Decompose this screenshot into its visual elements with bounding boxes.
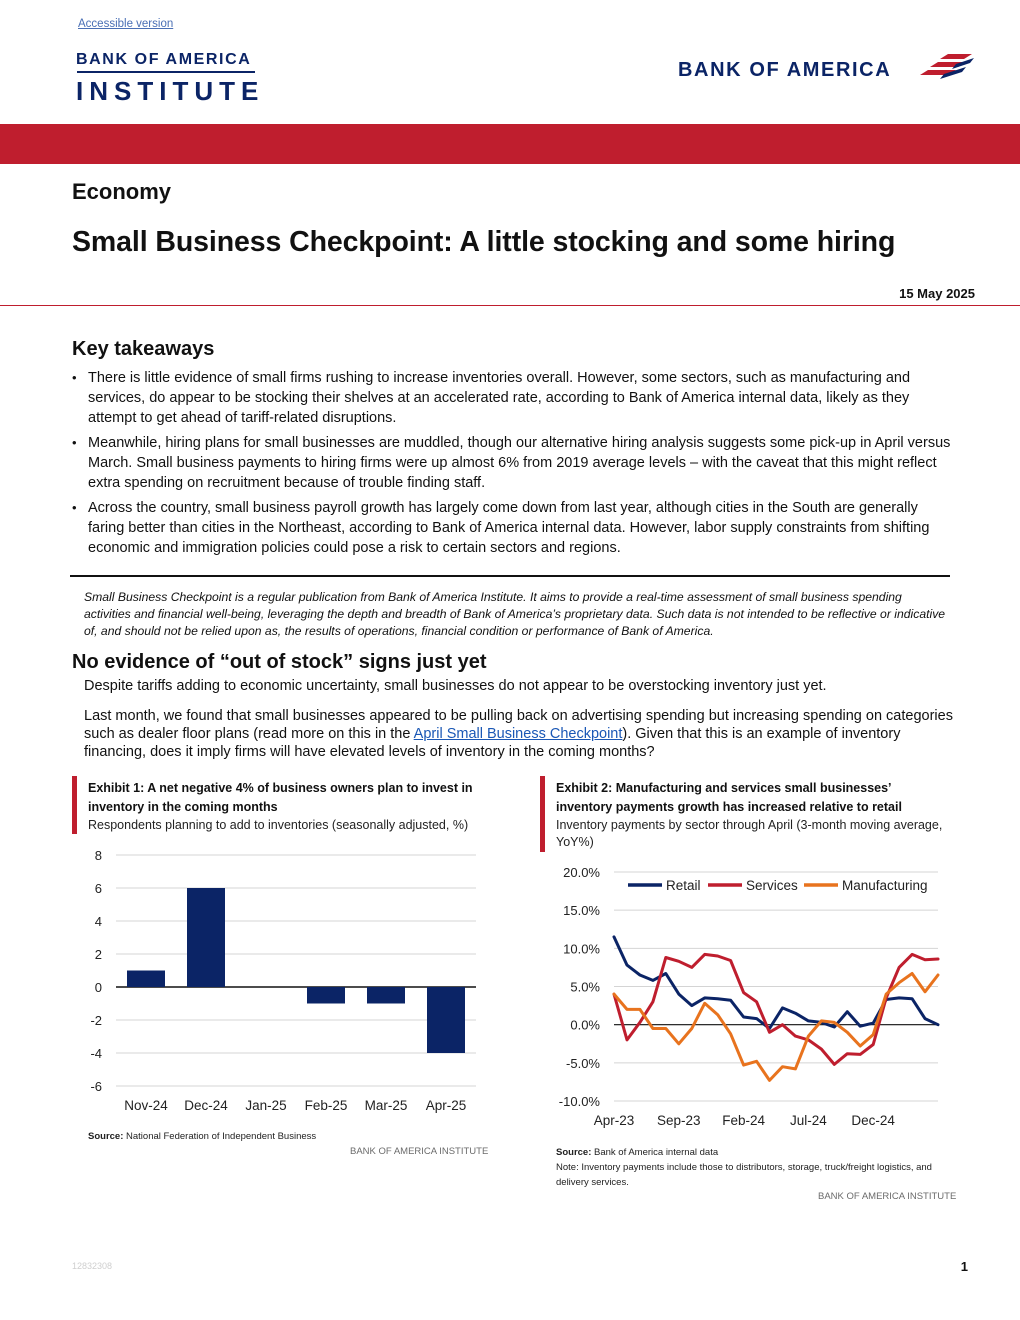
exhibit1-accent-bar xyxy=(72,776,77,834)
y-tick-label: 10.0% xyxy=(563,941,600,957)
paragraph: Despite tariffs adding to economic uncertainty, small businesses do not appear to be overstocking inventory just yet. xyxy=(84,678,827,694)
takeaway-item: • Meanwhile, hiring plans for small businesses are muddled, though our alternative hiring analysis suggests some pick-up in April versus March. Small business payments to hiring firms were up almost 6% from 2019 average levels – with the caveat that this might reflect extra spending on recruitment because of trouble finding staff. xyxy=(72,433,952,493)
category-label: Economy xyxy=(72,179,172,204)
x-tick-label: Sep-23 xyxy=(657,1113,701,1128)
source-text: National Federation of Independent Business xyxy=(123,1131,317,1142)
exhibit1-title: Exhibit 1: A net negative 4% of business owners plan to invest in inventory in the coming months xyxy=(88,781,473,814)
y-tick-label: 2 xyxy=(94,947,102,962)
bar-apr-25 xyxy=(427,987,465,1053)
exhibit1-bar-chart xyxy=(72,840,492,1122)
x-tick-label: Dec-24 xyxy=(184,1098,228,1113)
y-tick-label: 0 xyxy=(94,980,102,995)
x-tick-label: Jul-24 xyxy=(790,1113,827,1128)
x-tick-label: Dec-24 xyxy=(851,1113,895,1128)
x-tick-label: Jan-25 xyxy=(245,1098,287,1113)
institute-logo-line2: INSTITUTE xyxy=(76,76,265,106)
y-tick-label: -6 xyxy=(90,1079,102,1094)
x-tick-label: Nov-24 xyxy=(124,1098,168,1113)
series-line-services xyxy=(614,954,938,1064)
legend-label-retail: Retail xyxy=(666,878,701,893)
institute-logo-rule xyxy=(77,71,255,73)
y-tick-label: 8 xyxy=(94,848,102,863)
document-id: 12832308 xyxy=(72,1261,113,1271)
y-tick-label: -5.0% xyxy=(566,1055,600,1071)
y-tick-label: 0.0% xyxy=(570,1017,600,1033)
bar-nov-24 xyxy=(127,971,165,988)
page-title: Small Business Checkpoint: A little stocking and some hiring xyxy=(72,226,896,258)
exhibit2-subtitle: Inventory payments by sector through April (3-month moving average, YoY%) xyxy=(556,818,943,849)
exhibit2-title: Exhibit 2: Manufacturing and services small businesses’ inventory payments growth has increased relative to retail xyxy=(556,781,902,814)
source-text: Bank of America internal data xyxy=(591,1147,719,1158)
x-tick-label: Apr-23 xyxy=(593,1113,635,1128)
bar-mar-25 xyxy=(367,987,405,1004)
y-tick-label: 20.0% xyxy=(563,865,600,880)
y-tick-label: 6 xyxy=(94,881,102,896)
y-tick-label: -2 xyxy=(90,1013,102,1028)
bar-feb-25 xyxy=(307,987,345,1004)
y-tick-label: 15.0% xyxy=(563,903,600,919)
exhibit2-accent-bar xyxy=(540,776,545,852)
section-heading: No evidence of “out of stock” signs just yet xyxy=(72,651,487,673)
x-tick-label: Mar-25 xyxy=(364,1098,408,1113)
flag-icon xyxy=(920,52,976,84)
y-tick-label: -4 xyxy=(90,1046,102,1061)
paragraph xyxy=(84,707,954,761)
series-line-retail xyxy=(614,937,938,1029)
source-label: Source: xyxy=(556,1147,592,1158)
exhibit2-line-chart xyxy=(540,858,960,1136)
disclaimer-text: Small Business Checkpoint is a regular publication from Bank of America Institute. It aims to provide a real-time assessment of small business spending activities and financial well-being, leveraging the depth and breadth of Bank of America’s proprietary data. Such data is not intended to be reflective or indicative of, and should not be relied upon as, the results of operations, financial condition or performance of Bank of America. xyxy=(84,590,946,638)
key-takeaways-heading: Key takeaways xyxy=(72,338,215,360)
page-number: 1 xyxy=(960,1259,968,1274)
section-divider xyxy=(70,575,950,577)
exhibit1-brand: BANK OF AMERICA INSTITUTE xyxy=(350,1146,489,1157)
y-tick-label: 5.0% xyxy=(570,979,600,995)
source-label: Source: xyxy=(88,1131,124,1142)
exhibit2-source xyxy=(556,1145,948,1190)
april-checkpoint-link[interactable]: April Small Business Checkpoint xyxy=(413,726,623,742)
paragraph-text: Last month, we found that small businesses appeared to be pulling back on advertising spending but increasing spending on categories such as dealer floor plans (read more on this in the xyxy=(84,708,953,742)
legend-label-services: Services xyxy=(746,878,798,893)
x-tick-label: Feb-24 xyxy=(722,1113,765,1128)
key-takeaways-list xyxy=(72,368,952,563)
institute-logo-line1: BANK OF AMERICA xyxy=(76,51,252,68)
takeaway-item: • Across the country, small business payroll growth has largely come down from last year, although cities in the South are generally faring better than cities in the Northeast, according to Bank of America internal data. However, labor supply constraints from shifting economic and immigration policies could pose a risk to certain sectors and regions. xyxy=(72,498,952,558)
publish-date: 15 May 2025 xyxy=(899,286,975,301)
y-tick-label: 4 xyxy=(94,914,102,929)
exhibit1-source xyxy=(88,1129,316,1144)
exhibit2-note: Note: Inventory payments include those to distributors, storage, truck/freight logistics, and delivery services. xyxy=(556,1162,932,1188)
takeaway-item: • There is little evidence of small firms rushing to increase inventories overall. However, some sectors, such as manufacturing and services, do appear to be stocking their shelves at an accelerated rate, according to Bank of America internal data, likely as they attempt to get ahead of tariff-related disruptions. xyxy=(72,368,952,428)
title-divider xyxy=(0,305,1020,306)
bar-dec-24 xyxy=(187,888,225,987)
bank-logo-text: BANK OF AMERICA xyxy=(678,59,892,81)
y-tick-label: -10.0% xyxy=(558,1094,600,1109)
accessible-version-link[interactable]: Accessible version xyxy=(78,18,174,30)
header-red-bar xyxy=(0,124,1020,164)
exhibit1-subtitle: Respondents planning to add to inventories (seasonally adjusted, %) xyxy=(88,818,469,832)
legend-label-manufacturing: Manufacturing xyxy=(842,878,928,893)
x-tick-label: Feb-25 xyxy=(304,1098,348,1113)
paragraph-text: ). Given that this is an example of inventory financing, does it imply firms will have elevated levels of inventory in the coming months? xyxy=(84,726,901,760)
x-tick-label: Apr-25 xyxy=(425,1098,467,1113)
exhibit2-brand: BANK OF AMERICA INSTITUTE xyxy=(818,1191,957,1202)
